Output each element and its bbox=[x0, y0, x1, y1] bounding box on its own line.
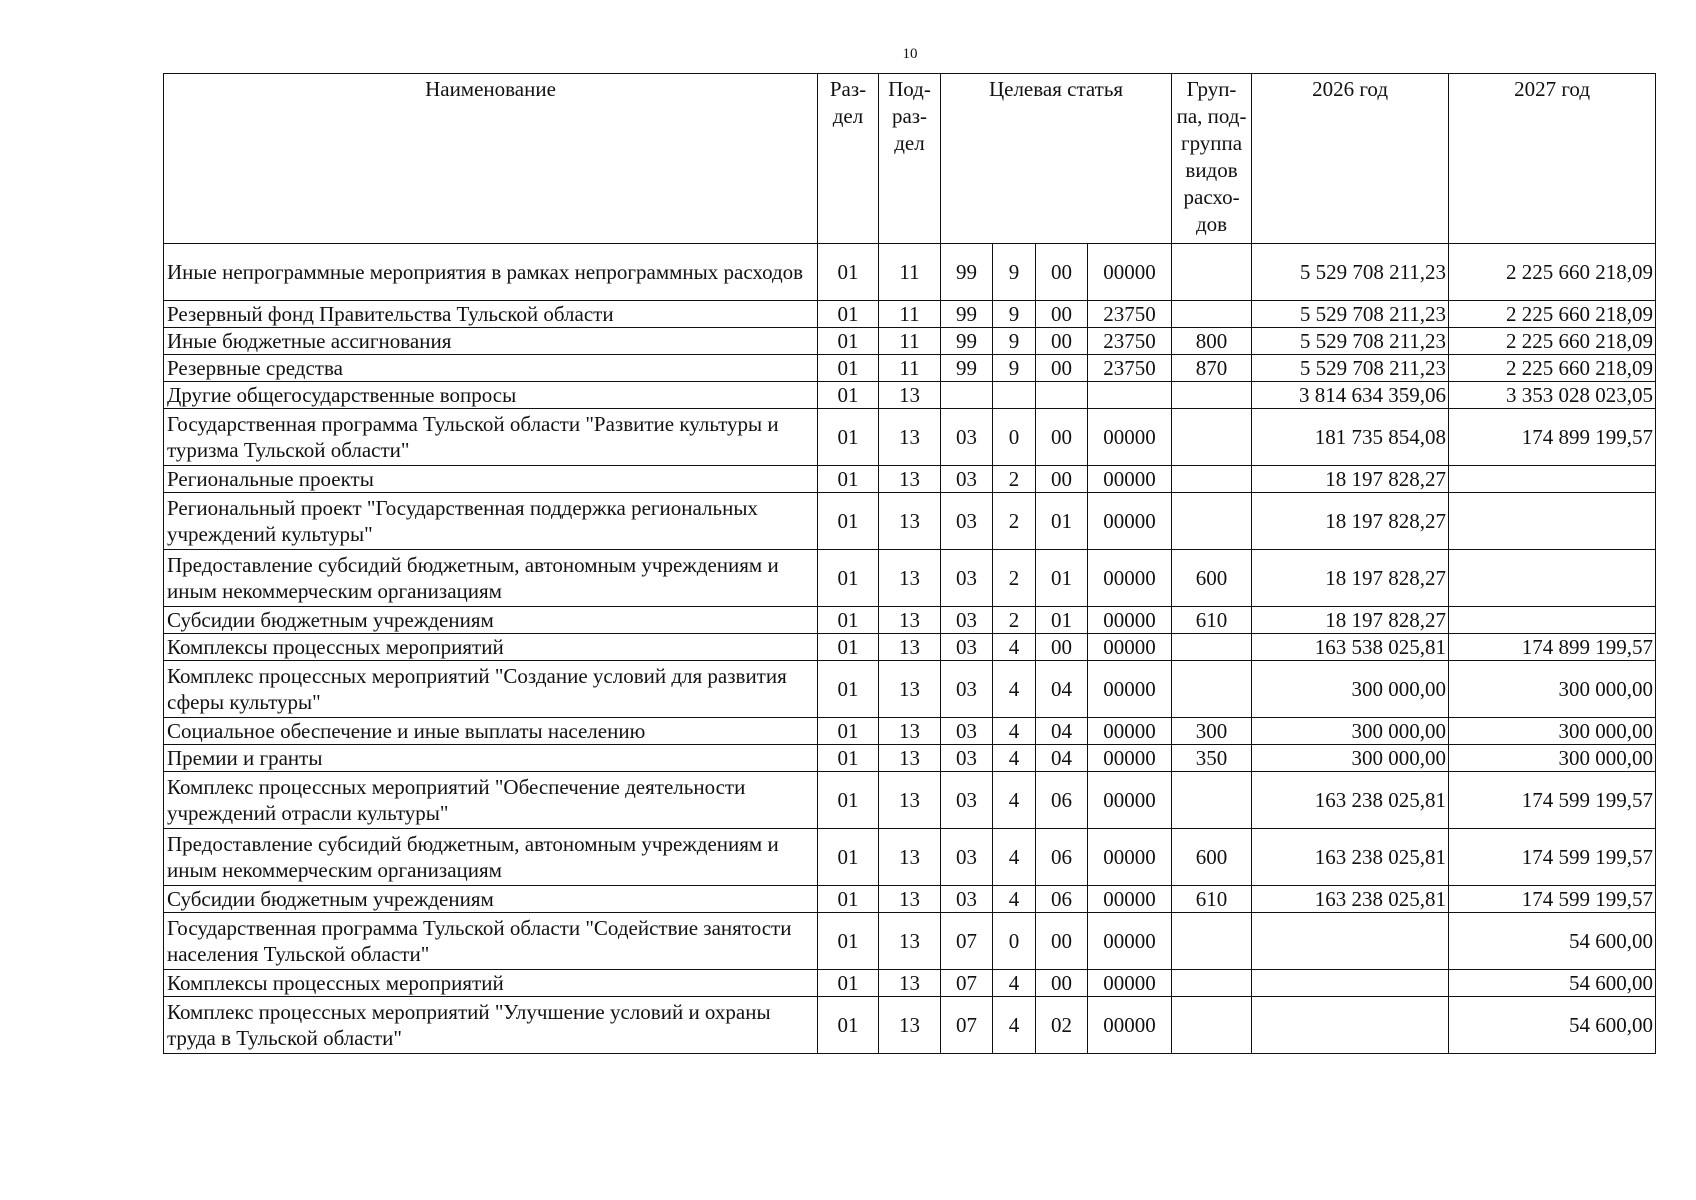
row-cs-element: 06 bbox=[1036, 886, 1088, 913]
row-amount-2026: 300 000,00 bbox=[1252, 661, 1449, 718]
table-row bbox=[164, 886, 1656, 913]
row-cs-program: 07 bbox=[941, 970, 993, 997]
row-razdel: 01 bbox=[818, 718, 879, 745]
row-cs-program: 03 bbox=[941, 634, 993, 661]
row-cs-type: 2 bbox=[993, 607, 1036, 634]
table-row bbox=[164, 466, 1656, 493]
row-cs-element: 01 bbox=[1036, 493, 1088, 550]
row-name: Комплексы процессных мероприятий bbox=[164, 634, 818, 661]
header-section: Раз-дел bbox=[818, 74, 879, 244]
row-cs-type: 4 bbox=[993, 745, 1036, 772]
row-amount-2027: 2 225 660 218,09 bbox=[1449, 355, 1656, 382]
row-podrazdel: 11 bbox=[879, 328, 941, 355]
row-cs-type: 2 bbox=[993, 466, 1036, 493]
row-razdel: 01 bbox=[818, 970, 879, 997]
row-amount-2026: 5 529 708 211,23 bbox=[1252, 301, 1449, 328]
row-amount-2026: 163 538 025,81 bbox=[1252, 634, 1449, 661]
row-cs-direction: 00000 bbox=[1088, 493, 1172, 550]
row-vr bbox=[1172, 466, 1252, 493]
row-cs-program: 99 bbox=[941, 328, 993, 355]
row-vr: 300 bbox=[1172, 718, 1252, 745]
row-vr: 610 bbox=[1172, 886, 1252, 913]
row-razdel: 01 bbox=[818, 328, 879, 355]
row-vr bbox=[1172, 382, 1252, 409]
row-cs-program: 07 bbox=[941, 913, 993, 970]
row-vr bbox=[1172, 301, 1252, 328]
row-razdel: 01 bbox=[818, 550, 879, 607]
row-podrazdel: 13 bbox=[879, 772, 941, 829]
row-cs-program: 03 bbox=[941, 772, 993, 829]
row-podrazdel: 13 bbox=[879, 745, 941, 772]
header-expense-group: Груп-па, под-группа видов расхо-дов bbox=[1172, 74, 1252, 244]
header-row bbox=[164, 74, 1656, 244]
row-cs-element: 01 bbox=[1036, 607, 1088, 634]
row-cs-direction: 00000 bbox=[1088, 550, 1172, 607]
row-vr bbox=[1172, 634, 1252, 661]
row-cs-type: 0 bbox=[993, 913, 1036, 970]
row-name: Субсидии бюджетным учреждениям bbox=[164, 607, 818, 634]
row-cs-program bbox=[941, 382, 993, 409]
table-row bbox=[164, 718, 1656, 745]
table-row bbox=[164, 409, 1656, 466]
row-cs-element: 00 bbox=[1036, 355, 1088, 382]
row-amount-2026: 18 197 828,27 bbox=[1252, 466, 1449, 493]
row-razdel: 01 bbox=[818, 493, 879, 550]
row-cs-type bbox=[993, 382, 1036, 409]
row-podrazdel: 13 bbox=[879, 718, 941, 745]
row-cs-program: 03 bbox=[941, 607, 993, 634]
row-vr: 600 bbox=[1172, 829, 1252, 886]
row-cs-program: 03 bbox=[941, 718, 993, 745]
row-podrazdel: 13 bbox=[879, 970, 941, 997]
row-cs-direction: 00000 bbox=[1088, 997, 1172, 1054]
row-cs-type: 2 bbox=[993, 550, 1036, 607]
row-vr bbox=[1172, 493, 1252, 550]
row-cs-element: 00 bbox=[1036, 913, 1088, 970]
row-cs-direction: 00000 bbox=[1088, 244, 1172, 301]
row-podrazdel: 13 bbox=[879, 382, 941, 409]
row-podrazdel: 13 bbox=[879, 550, 941, 607]
row-vr bbox=[1172, 661, 1252, 718]
header-subsection: Под-раз-дел bbox=[879, 74, 941, 244]
row-amount-2026: 5 529 708 211,23 bbox=[1252, 355, 1449, 382]
row-cs-element: 00 bbox=[1036, 328, 1088, 355]
row-cs-program: 99 bbox=[941, 301, 993, 328]
row-cs-direction: 00000 bbox=[1088, 661, 1172, 718]
row-razdel: 01 bbox=[818, 661, 879, 718]
row-podrazdel: 13 bbox=[879, 913, 941, 970]
row-cs-direction: 00000 bbox=[1088, 409, 1172, 466]
row-razdel: 01 bbox=[818, 829, 879, 886]
row-cs-type: 9 bbox=[993, 301, 1036, 328]
row-cs-program: 99 bbox=[941, 355, 993, 382]
row-name: Социальное обеспечение и иные выплаты населению bbox=[164, 718, 818, 745]
row-name: Премии и гранты bbox=[164, 745, 818, 772]
row-razdel: 01 bbox=[818, 607, 879, 634]
row-vr bbox=[1172, 244, 1252, 301]
row-amount-2027: 2 225 660 218,09 bbox=[1449, 244, 1656, 301]
row-cs-type: 4 bbox=[993, 970, 1036, 997]
row-cs-type: 2 bbox=[993, 493, 1036, 550]
row-cs-program: 03 bbox=[941, 466, 993, 493]
row-cs-direction: 00000 bbox=[1088, 718, 1172, 745]
row-amount-2026: 18 197 828,27 bbox=[1252, 550, 1449, 607]
row-name: Резервный фонд Правительства Тульской области bbox=[164, 301, 818, 328]
row-podrazdel: 13 bbox=[879, 997, 941, 1054]
row-razdel: 01 bbox=[818, 244, 879, 301]
row-vr: 600 bbox=[1172, 550, 1252, 607]
row-amount-2026: 300 000,00 bbox=[1252, 718, 1449, 745]
row-vr bbox=[1172, 409, 1252, 466]
row-amount-2027: 2 225 660 218,09 bbox=[1449, 301, 1656, 328]
row-amount-2027: 300 000,00 bbox=[1449, 745, 1656, 772]
row-amount-2027: 3 353 028 023,05 bbox=[1449, 382, 1656, 409]
row-name: Региональный проект "Государственная поддержка региональных учреждений культуры" bbox=[164, 493, 818, 550]
row-amount-2027: 174 599 199,57 bbox=[1449, 886, 1656, 913]
row-amount-2026: 300 000,00 bbox=[1252, 745, 1449, 772]
row-razdel: 01 bbox=[818, 745, 879, 772]
row-razdel: 01 bbox=[818, 997, 879, 1054]
table-row bbox=[164, 772, 1656, 829]
row-cs-direction: 23750 bbox=[1088, 328, 1172, 355]
row-podrazdel: 13 bbox=[879, 466, 941, 493]
row-cs-element: 04 bbox=[1036, 661, 1088, 718]
row-vr: 610 bbox=[1172, 607, 1252, 634]
row-amount-2027 bbox=[1449, 466, 1656, 493]
row-cs-program: 03 bbox=[941, 886, 993, 913]
row-cs-direction: 00000 bbox=[1088, 970, 1172, 997]
row-cs-program: 07 bbox=[941, 997, 993, 1054]
row-name: Другие общегосударственные вопросы bbox=[164, 382, 818, 409]
row-podrazdel: 13 bbox=[879, 661, 941, 718]
row-cs-type: 4 bbox=[993, 661, 1036, 718]
row-amount-2027: 54 600,00 bbox=[1449, 997, 1656, 1054]
row-cs-element: 00 bbox=[1036, 970, 1088, 997]
row-amount-2026 bbox=[1252, 913, 1449, 970]
row-cs-element: 02 bbox=[1036, 997, 1088, 1054]
row-amount-2026: 5 529 708 211,23 bbox=[1252, 328, 1449, 355]
row-razdel: 01 bbox=[818, 409, 879, 466]
header-name: Наименование bbox=[164, 74, 818, 244]
row-podrazdel: 11 bbox=[879, 244, 941, 301]
row-amount-2027: 174 599 199,57 bbox=[1449, 829, 1656, 886]
row-amount-2027: 174 899 199,57 bbox=[1449, 634, 1656, 661]
row-amount-2026: 3 814 634 359,06 bbox=[1252, 382, 1449, 409]
row-amount-2027 bbox=[1449, 607, 1656, 634]
row-vr bbox=[1172, 970, 1252, 997]
row-podrazdel: 13 bbox=[879, 607, 941, 634]
row-cs-type: 9 bbox=[993, 355, 1036, 382]
row-amount-2027: 174 899 199,57 bbox=[1449, 409, 1656, 466]
header-year-2027: 2027 год bbox=[1449, 74, 1656, 244]
row-cs-type: 4 bbox=[993, 997, 1036, 1054]
row-cs-element: 06 bbox=[1036, 772, 1088, 829]
row-vr: 870 bbox=[1172, 355, 1252, 382]
row-cs-element: 00 bbox=[1036, 409, 1088, 466]
row-amount-2027 bbox=[1449, 493, 1656, 550]
table-row bbox=[164, 607, 1656, 634]
row-razdel: 01 bbox=[818, 466, 879, 493]
row-name: Предоставление субсидий бюджетным, автономным учреждениям и иным некоммерческим организациям bbox=[164, 550, 818, 607]
row-razdel: 01 bbox=[818, 886, 879, 913]
row-name: Комплексы процессных мероприятий bbox=[164, 970, 818, 997]
row-cs-element: 00 bbox=[1036, 634, 1088, 661]
table-row bbox=[164, 997, 1656, 1054]
row-cs-program: 03 bbox=[941, 745, 993, 772]
row-amount-2027: 300 000,00 bbox=[1449, 718, 1656, 745]
table-row bbox=[164, 661, 1656, 718]
row-name: Комплекс процессных мероприятий "Обеспечение деятельности учреждений отрасли культуры" bbox=[164, 772, 818, 829]
header-year-2026: 2026 год bbox=[1252, 74, 1449, 244]
row-amount-2027: 54 600,00 bbox=[1449, 913, 1656, 970]
row-name: Иные непрограммные мероприятия в рамках непрограммных расходов bbox=[164, 244, 818, 301]
row-name: Региональные проекты bbox=[164, 466, 818, 493]
row-name: Комплекс процессных мероприятий "Создание условий для развития сферы культуры" bbox=[164, 661, 818, 718]
row-cs-direction: 00000 bbox=[1088, 772, 1172, 829]
row-cs-element bbox=[1036, 382, 1088, 409]
table-row bbox=[164, 493, 1656, 550]
row-amount-2026 bbox=[1252, 997, 1449, 1054]
row-amount-2026: 163 238 025,81 bbox=[1252, 772, 1449, 829]
row-name: Субсидии бюджетным учреждениям bbox=[164, 886, 818, 913]
row-amount-2026 bbox=[1252, 970, 1449, 997]
row-amount-2026: 18 197 828,27 bbox=[1252, 493, 1449, 550]
table-row bbox=[164, 970, 1656, 997]
row-amount-2027: 174 599 199,57 bbox=[1449, 772, 1656, 829]
row-amount-2027: 300 000,00 bbox=[1449, 661, 1656, 718]
row-cs-element: 06 bbox=[1036, 829, 1088, 886]
row-amount-2027: 2 225 660 218,09 bbox=[1449, 328, 1656, 355]
table-row bbox=[164, 829, 1656, 886]
row-cs-element: 00 bbox=[1036, 466, 1088, 493]
row-name: Государственная программа Тульской области "Содействие занятости населения Тульской области" bbox=[164, 913, 818, 970]
row-razdel: 01 bbox=[818, 772, 879, 829]
row-cs-direction: 00000 bbox=[1088, 886, 1172, 913]
row-cs-element: 04 bbox=[1036, 718, 1088, 745]
row-vr: 350 bbox=[1172, 745, 1252, 772]
table-row bbox=[164, 634, 1656, 661]
row-podrazdel: 13 bbox=[879, 829, 941, 886]
row-cs-element: 00 bbox=[1036, 301, 1088, 328]
row-podrazdel: 13 bbox=[879, 634, 941, 661]
row-amount-2027 bbox=[1449, 550, 1656, 607]
row-cs-direction bbox=[1088, 382, 1172, 409]
page-number: 10 bbox=[902, 46, 918, 62]
table-row bbox=[164, 355, 1656, 382]
table-row bbox=[164, 301, 1656, 328]
row-cs-direction: 00000 bbox=[1088, 634, 1172, 661]
row-name: Комплекс процессных мероприятий "Улучшение условий и охраны труда в Тульской области" bbox=[164, 997, 818, 1054]
row-cs-type: 9 bbox=[993, 244, 1036, 301]
row-cs-direction: 00000 bbox=[1088, 607, 1172, 634]
table-row bbox=[164, 550, 1656, 607]
row-cs-program: 03 bbox=[941, 550, 993, 607]
row-cs-direction: 00000 bbox=[1088, 745, 1172, 772]
row-razdel: 01 bbox=[818, 382, 879, 409]
row-cs-type: 4 bbox=[993, 634, 1036, 661]
row-cs-type: 4 bbox=[993, 829, 1036, 886]
row-cs-program: 03 bbox=[941, 493, 993, 550]
table-row bbox=[164, 913, 1656, 970]
row-cs-element: 01 bbox=[1036, 550, 1088, 607]
row-cs-type: 4 bbox=[993, 772, 1036, 829]
row-amount-2026: 18 197 828,27 bbox=[1252, 607, 1449, 634]
row-name: Государственная программа Тульской области "Развитие культуры и туризма Тульской области" bbox=[164, 409, 818, 466]
row-cs-type: 0 bbox=[993, 409, 1036, 466]
row-podrazdel: 11 bbox=[879, 301, 941, 328]
header-target-article: Целевая статья bbox=[941, 74, 1172, 244]
row-vr bbox=[1172, 997, 1252, 1054]
row-podrazdel: 11 bbox=[879, 355, 941, 382]
table-row bbox=[164, 382, 1656, 409]
row-cs-program: 99 bbox=[941, 244, 993, 301]
row-vr: 800 bbox=[1172, 328, 1252, 355]
row-razdel: 01 bbox=[818, 301, 879, 328]
row-cs-program: 03 bbox=[941, 829, 993, 886]
row-amount-2027: 54 600,00 bbox=[1449, 970, 1656, 997]
row-podrazdel: 13 bbox=[879, 886, 941, 913]
row-cs-program: 03 bbox=[941, 661, 993, 718]
budget-table bbox=[163, 73, 1656, 1054]
row-cs-program: 03 bbox=[941, 409, 993, 466]
row-cs-element: 00 bbox=[1036, 244, 1088, 301]
row-cs-direction: 00000 bbox=[1088, 913, 1172, 970]
row-cs-direction: 00000 bbox=[1088, 466, 1172, 493]
table-row bbox=[164, 745, 1656, 772]
row-vr bbox=[1172, 772, 1252, 829]
row-razdel: 01 bbox=[818, 913, 879, 970]
row-amount-2026: 163 238 025,81 bbox=[1252, 886, 1449, 913]
row-cs-direction: 23750 bbox=[1088, 301, 1172, 328]
row-name: Предоставление субсидий бюджетным, автономным учреждениям и иным некоммерческим организациям bbox=[164, 829, 818, 886]
row-razdel: 01 bbox=[818, 634, 879, 661]
row-cs-type: 4 bbox=[993, 718, 1036, 745]
table-row bbox=[164, 244, 1656, 301]
row-cs-type: 9 bbox=[993, 328, 1036, 355]
row-name: Иные бюджетные ассигнования bbox=[164, 328, 818, 355]
row-razdel: 01 bbox=[818, 355, 879, 382]
row-cs-type: 4 bbox=[993, 886, 1036, 913]
row-cs-direction: 23750 bbox=[1088, 355, 1172, 382]
row-amount-2026: 181 735 854,08 bbox=[1252, 409, 1449, 466]
row-podrazdel: 13 bbox=[879, 493, 941, 550]
row-name: Резервные средства bbox=[164, 355, 818, 382]
row-amount-2026: 163 238 025,81 bbox=[1252, 829, 1449, 886]
row-vr bbox=[1172, 913, 1252, 970]
row-amount-2026: 5 529 708 211,23 bbox=[1252, 244, 1449, 301]
table-row bbox=[164, 328, 1656, 355]
row-cs-direction: 00000 bbox=[1088, 829, 1172, 886]
row-podrazdel: 13 bbox=[879, 409, 941, 466]
row-cs-element: 04 bbox=[1036, 745, 1088, 772]
